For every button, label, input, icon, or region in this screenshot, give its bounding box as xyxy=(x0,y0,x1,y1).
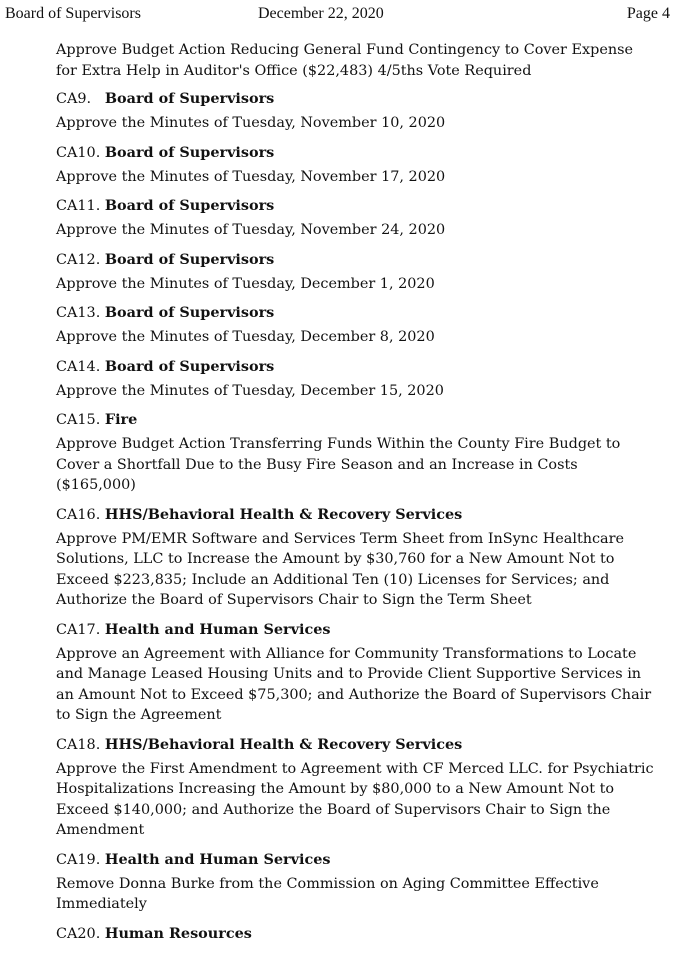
agenda-item xyxy=(56,303,656,348)
item-department: HHS/Behavioral Health & Recovery Services xyxy=(104,735,463,753)
item-number: CA17. xyxy=(56,621,101,638)
item-description: Approve the Minutes of Tuesday, November 17, 2020 xyxy=(56,168,446,185)
item-number: CA14. xyxy=(56,358,101,375)
item-number: CA9. xyxy=(56,91,92,107)
item-description: Approve Budget Action Reducing General Fund Contingency to Cover Expense for Extra Help in Auditor's Office ($22,483) 4/5ths Vote Required xyxy=(56,42,634,79)
item-number: CA19. xyxy=(56,851,101,868)
item-heading xyxy=(56,410,656,430)
agenda-item xyxy=(56,89,656,134)
agenda-item xyxy=(56,410,656,496)
item-heading xyxy=(56,357,656,377)
item-description: Remove Donna Burke from the Commission on Aging Committee Effective Immediately xyxy=(56,875,599,912)
item-description: Approve Budget Action Transferring Funds Within the County Fire Budget to Cover a Shortfall Due to the Busy Fire Season and an Increase in Costs ($165,000) xyxy=(56,436,621,493)
item-number: CA18. xyxy=(56,736,101,753)
item-department: Health and Human Services xyxy=(104,850,331,868)
item-department: Board of Supervisors xyxy=(104,250,275,268)
item-heading xyxy=(56,89,656,109)
item-number: CA12. xyxy=(56,251,101,268)
item-heading xyxy=(56,143,656,163)
item-number: CA16. xyxy=(56,506,101,523)
item-description: Approve the First Amendment to Agreement with CF Merced LLC. for Psychiatric Hospitalizations Increasing the Amount by $80,000 to a New Amount Not to Exceed $140,000; and Authorize the Board of Supervisors Chair to Sign the Amendment xyxy=(56,760,654,838)
item-department: HHS/Behavioral Health & Recovery Services xyxy=(104,505,463,523)
agenda-item xyxy=(56,250,656,295)
agenda-item xyxy=(56,620,656,726)
item-number: CA15. xyxy=(56,412,101,428)
item-heading xyxy=(56,250,656,270)
agenda-content xyxy=(56,40,656,948)
item-description: Approve PM/EMR Software and Services Term Sheet from InSync Healthcare Solutions, LLC to Increase the Amount by $30,760 for a New Amount Not to Exceed $223,835; Include an Additional Ten (10) Licenses for Services; and Authorize the Board of Supervisors Chair to Sign the Term Sheet xyxy=(56,530,625,608)
item-description: Approve the Minutes of Tuesday, November 24, 2020 xyxy=(56,222,446,238)
agenda-item xyxy=(56,735,656,841)
item-heading xyxy=(56,303,656,323)
item-number: CA11. xyxy=(56,198,101,214)
item-department: Health and Human Services xyxy=(104,620,331,638)
item-department: Board of Supervisors xyxy=(104,304,275,321)
item-heading xyxy=(56,505,656,525)
agenda-item xyxy=(56,143,656,188)
agenda-item xyxy=(56,505,656,611)
agenda-item xyxy=(56,924,656,944)
agenda-item xyxy=(56,196,656,241)
item-description: Approve the Minutes of Tuesday, December 15, 2020 xyxy=(56,382,444,399)
item-description: Approve the Minutes of Tuesday, December 1, 2020 xyxy=(56,275,435,292)
agenda-item xyxy=(56,850,656,915)
header-date: December 22, 2020 xyxy=(258,5,384,22)
item-department: Board of Supervisors xyxy=(104,357,275,375)
item-department: Human Resources xyxy=(104,924,252,942)
item-department: Board of Supervisors xyxy=(104,90,275,107)
agenda-item xyxy=(56,357,656,402)
item-heading xyxy=(56,924,656,944)
item-description: Approve the Minutes of Tuesday, December 8, 2020 xyxy=(56,329,435,345)
item-number: CA13. xyxy=(56,305,101,321)
page-header xyxy=(0,4,680,24)
item-department: Fire xyxy=(104,411,138,428)
item-heading xyxy=(56,196,656,216)
item-description: Approve the Minutes of Tuesday, November 10, 2020 xyxy=(56,115,446,131)
item-number: CA20. xyxy=(56,925,101,942)
header-page-number: Page 4 xyxy=(626,5,670,22)
header-board-name: Board of Supervisors xyxy=(5,5,141,22)
item-department: Board of Supervisors xyxy=(104,143,275,161)
item-heading xyxy=(56,850,656,870)
item-description: Approve an Agreement with Alliance for Community Transformations to Locate and Manage Leased Housing Units and to Provide Client Supportive Services in an Amount Not to Exceed $75,300; and Authorize the Board of Supervisors Chair to Sign the Agreement xyxy=(56,645,652,723)
item-number: CA10. xyxy=(56,144,101,161)
item-heading xyxy=(56,735,656,755)
item-heading xyxy=(56,620,656,640)
item-department: Board of Supervisors xyxy=(104,197,275,214)
